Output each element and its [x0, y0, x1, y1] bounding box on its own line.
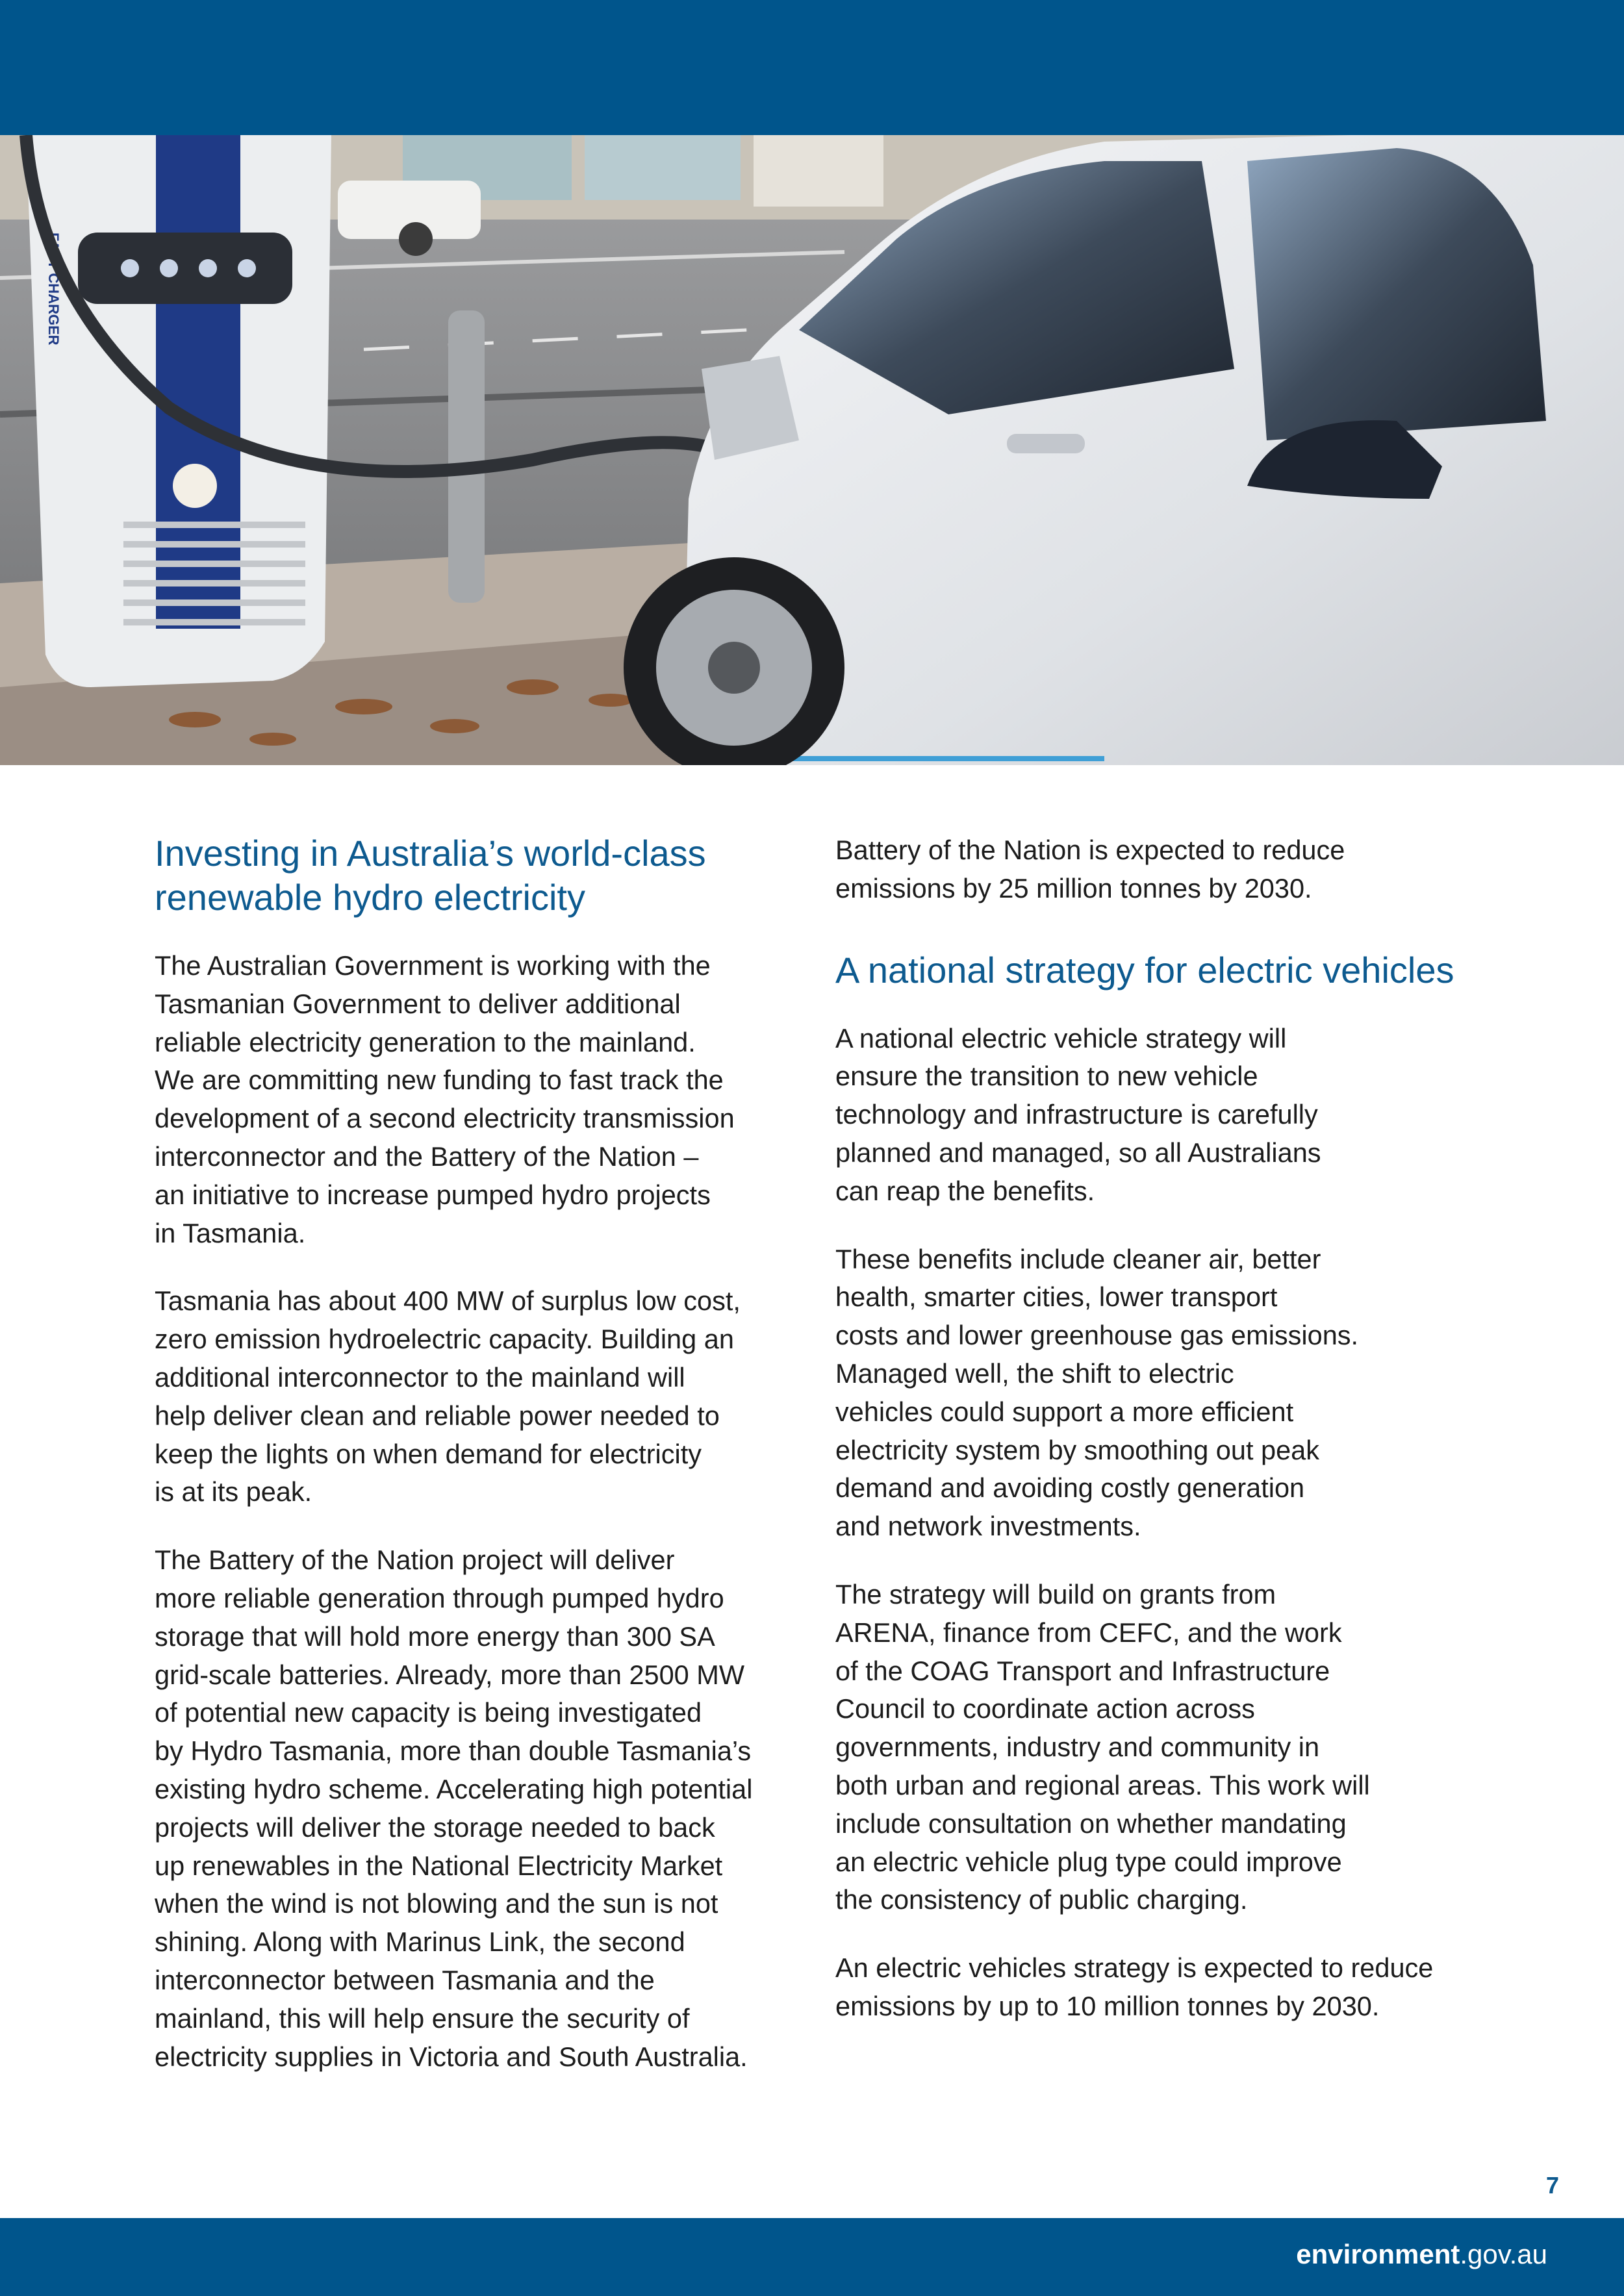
- paragraph-strategy-grants: The strategy will build on grants from ARENA, finance from CEFC, and the work of the COAG Transport and Infrastructure Council to coordinate action across governments, industry and community in both urban and regional areas. This work will include consultation on whether mandating an electric vehicle plug type could improve the consistency of public charging.: [835, 1578, 1370, 1915]
- paragraph-battery-of-the-nation: The Battery of the Nation project will deliver more reliable generation through pumped hydro storage that will hold more energy than 300 SA grid-scale batteries. Already, more than 2500 MW of potential new capacity is being investigated by Hydro Tasmania, more than double Tasmania’s existing hydro scheme. Accelerating high potential projects will deliver the storage needed to back up renewables in the National Electricity Market when the wind is not blowing and the sun is not shining. Along with Marinus Link, the second interconnector between Tasmania and the mainland, this will help ensure the security of electricity supplies in Victoria and South Australia.: [155, 1545, 753, 2072]
- heading-hydro-electricity: Investing in Australia’s world-class renewable hydro electricity: [155, 833, 706, 918]
- bollard: [448, 310, 485, 603]
- footer-band: [0, 2218, 1624, 2296]
- paragraph-ev-benefits: These benefits include cleaner air, better health, smarter cities, lower transport costs and lower greenhouse gas emissions. Managed well, the shift to electric vehicles could support a more efficient electricity system by smoothing out peak demand and avoiding costly generation and network investments.: [835, 1243, 1359, 1542]
- charger-label: FAST CHARGER: [45, 233, 62, 346]
- right-column: [835, 831, 1485, 2056]
- left-column: [155, 831, 804, 2106]
- paragraph-tasmania-capacity: Tasmania has about 400 MW of surplus low cost, zero emission hydroelectric capacity. Building an additional interconnector to the mainland will help deliver clean and reliable power needed to keep the lights on when demand for electricity is at its peak.: [155, 1285, 741, 1508]
- footer-site-rest: .gov.au: [1460, 2239, 1547, 2269]
- paragraph-government-partnership: The Australian Government is working with the Tasmanian Government to deliver additional reliable electricity generation to the mainland. We are committing new funding to fast track the development of a second electricity transmission interconnector and the Battery of the Nation – an initiative to increase pumped hydro projects in Tasmania.: [155, 950, 735, 1248]
- footer-website: [1296, 2239, 1547, 2270]
- hero-photo-illustration: [0, 135, 1624, 765]
- paragraph-ev-emissions: An electric vehicles strategy is expected to reduce emissions by up to 10 million tonnes by 2030.: [835, 1952, 1434, 2021]
- header-band: [0, 0, 1624, 135]
- hero-photo-ev-charging: [0, 135, 1624, 765]
- paragraph-ev-strategy: A national electric vehicle strategy will ensure the transition to new vehicle technology and infrastructure is carefully planned and managed, so all Australians can reap the benefits.: [835, 1022, 1321, 1206]
- footer-site-bold: environment: [1296, 2239, 1460, 2269]
- page-number: 7: [1545, 2172, 1559, 2199]
- heading-ev-strategy: A national strategy for electric vehicles: [835, 949, 1454, 990]
- paragraph-battery-emissions: Battery of the Nation is expected to reduce emissions by 25 million tonnes by 2030.: [835, 835, 1345, 903]
